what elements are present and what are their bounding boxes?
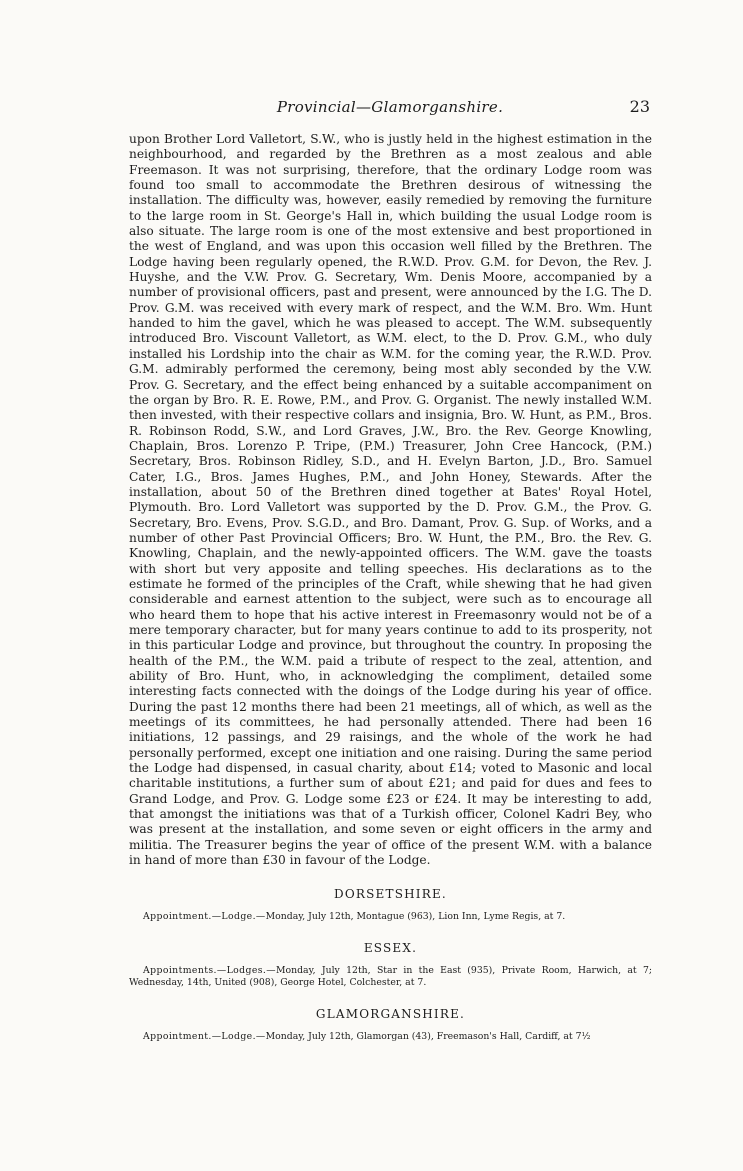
page-number: 23 bbox=[629, 97, 650, 116]
appointment-lead: Appointment.—Lodge.— bbox=[143, 910, 266, 922]
appointment-text: Monday, July 12th, Glamorgan (43), Freemason's Hall, Cardiff, at 7½ bbox=[265, 1030, 591, 1042]
section-dorsetshire bbox=[129, 887, 652, 923]
appointment-notice bbox=[129, 1031, 652, 1043]
appointment-text: Monday, July 12th, Montague (963), Lion Inn, Lyme Regis, at 7. bbox=[265, 910, 566, 922]
appointment-notice bbox=[129, 911, 652, 923]
appointment-lead: Appointment.—Lodge.— bbox=[143, 1030, 266, 1042]
article-paragraph: upon Brother Lord Valletort, S.W., who is justly held in the highest estimation in the neighbourhood, and regarded by the Brethren as a most zealous and able Freemason. It was not surprising, therefore, that the ordinary Lodge room was found too small to accommodate the Brethren desirous of witnessing the installation. The difficulty was, however, easily remedied by removing the furniture to the large room in St. George's Hall in, which building the usual Lodge room is also situate. The large room is one of the most extensive and best proportioned in the west of England, and was upon this occasion well filled by the Brethren. The Lodge having been regularly opened, the R.W.D. Prov. G.M. for Devon, the Rev. J. Huyshe, and the V.W. Prov. G. Secretary, Wm. Denis Moore, accompanied by a number of provisional officers, past and present, were announced by the I.G. The D. Prov. G.M. was received with every mark of respect, and the W.M. Bro. Wm. Hunt handed to him the gavel, which he was pleased to accept. The W.M. subsequently introduced Bro. Viscount Valletort, as W.M. elect, to the D. Prov. G.M., who duly installed his Lordship into the chair as W.M. for the coming year, the R.W.D. Prov. G.M. admirably performed the ceremony, being most ably seconded by the V.W. Prov. G. Secretary, and the effect being enhanced by a suitable accompaniment on the organ by Bro. R. E. Rowe, P.M., and Prov. G. Organist. The newly installed W.M. then invested, with their respective collars and insignia, Bro. W. Hunt, as P.M., Bros. R. Robinson Rodd, S.W., and Lord Graves, J.W., Bro. the Rev. George Knowling, Chaplain, Bros. Lorenzo P. Tripe, (P.M.) Treasurer, John Cree Hancock, (P.M.) Secretary, Bros. Robinson Ridley, S.D., and H. Evelyn Barton, J.D., Bro. Samuel Cater, I.G., Bros. James Hughes, P.M., and John Honey, Stewards. After the installation, about 50 of the Brethren dined together at Bates' Royal Hotel, Plymouth. Bro. Lord Valletort was supported by the D. Prov. G.M., the Prov. G. Secretary, Bro. Evens, Prov. S.G.D., and Bro. Damant, Prov. G. Sup. of Works, and a number of other Past Provincial Officers; Bro. W. Hunt, the P.M., Bro. the Rev. G. Knowling, Chaplain, and the newly-appointed officers. The W.M. gave the toasts with short but very apposite and telling speeches. His declarations as to the estimate he formed of the principles of the Craft, while shewing that he had given considerable and earnest attention to the subject, were such as to encourage all who heard them to hope that his active interest in Freemasonry would not be of a mere temporary character, but for many years continue to add to its prosperity, not in this particular Lodge and province, but throughout the country. In proposing the health of the P.M., the W.M. paid a tribute of respect to the zeal, attention, and ability of Bro. Hunt, who, in acknowledging the compliment, detailed some interesting facts connected with the doings of the Lodge during his year of office. During the past 12 months there had been 21 meetings, all of which, as well as the meetings of its committees, he had personally attended. There had been 16 initiations, 12 passings, and 29 raisings, and the whole of the work he had personally performed, except one initiation and one raising. During the same period the Lodge had dispensed, in casual charity, about £14; voted to Masonic and local charitable institutions, a further sum of about £21; and paid for dues and fees to Grand Lodge, and Prov. G. Lodge some £23 or £24. It may be interesting to add, that amongst the initiations was that of a Turkish officer, Colonel Kadri Bey, who was present at the installation, and some seven or eight officers in the army and militia. The Treasurer begins the year of office of the present W.M. with a balance in hand of more than £30 in favour of the Lodge. bbox=[129, 132, 652, 868]
appointment-lead: Appointments.—Lodges.— bbox=[143, 964, 276, 976]
section-essex bbox=[129, 941, 652, 989]
appointment-text: Monday, July 12th, Star in the East (935), Private Room, Harwich, at 7; Wednesday, 14th, United (908), George Hotel, Colchester, at 7. bbox=[129, 964, 652, 988]
section-heading: GLAMORGANSHIRE. bbox=[315, 1006, 466, 1021]
section-heading: ESSEX. bbox=[363, 940, 418, 955]
section-glamorganshire bbox=[129, 1007, 652, 1043]
section-heading: DORSETSHIRE. bbox=[334, 886, 447, 901]
running-head bbox=[130, 98, 650, 118]
running-title: Provincial—Glamorganshire. bbox=[276, 98, 504, 116]
page-body bbox=[129, 132, 652, 1043]
appointment-notice bbox=[129, 965, 652, 989]
